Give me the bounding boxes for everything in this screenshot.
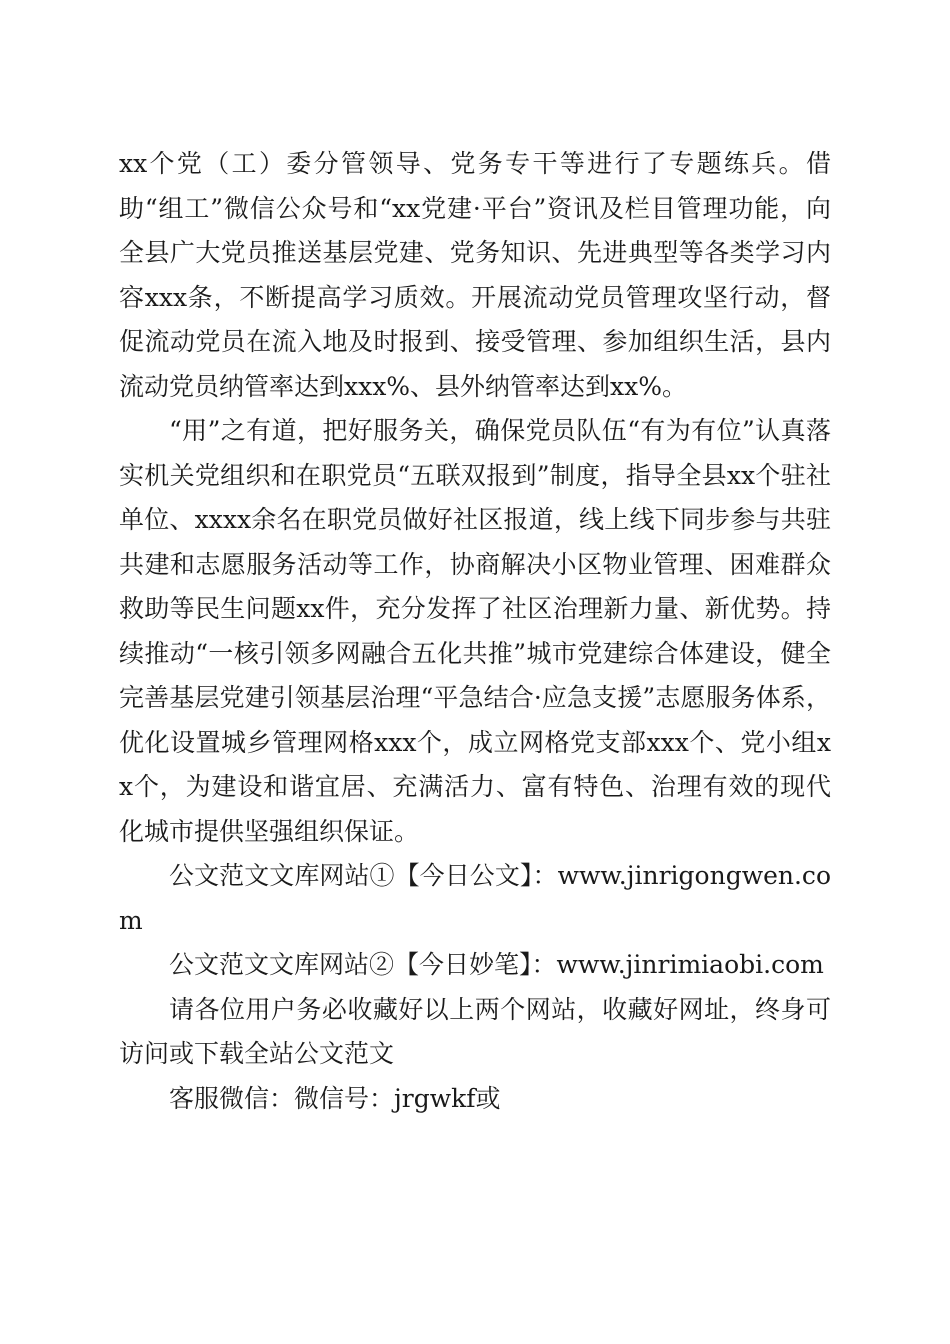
paragraph-website-2: 公文范文文库网站②【今日妙笔】：www.jinrimiaobi.com [169, 950, 824, 979]
paragraph-party-training: xx个党（工）委分管领导、党务专干等进行了专题练兵。借助“组工”微信公众号和“xx党建·平台”资讯及栏目管理功能，向全县广大党员推送基层党建、党务知识、先进典型等各类学习内容xxx条，不断提高学习质效。开展流动党员管理攻坚行动，督促流动党员在流入地及时报到、接受管理、参加组织生活，县内流动党员纳管率达到xxx%、县外纳管率达到xx%。 [119, 149, 831, 401]
document-body [119, 142, 831, 1121]
paragraph-bookmark-notice: 请各位用户务必收藏好以上两个网站，收藏好网址，终身可访问或下载全站公文范文 [119, 994, 831, 1068]
paragraph-customer-service: 客服微信：微信号：jrgwkf或 [169, 1083, 501, 1113]
paragraph-party-service: “用”之有道，把好服务关，确保党员队伍“有为有位”认真落实机关党组织和在职党员“五联双报到”制度，指导全县xx个驻社单位、xxxx余名在职党员做好社区报道，线上线下同步参与共驻共建和志愿服务活动等工作，协商解决小区物业管理、困难群众救助等民生问题xx件，充分发挥了社区治理新力量、新优势。持续推动“一核引领多网融合五化共推”城市党建综合体建设，健全完善基层党建引领基层治理“平急结合·应急支援”志愿服务体系，优化设置城乡管理网格xxx个，成立网格党支部xxx个、党小组xx个，为建设和谐宜居、充满活力、富有特色、治理有效的现代化城市提供坚强组织保证。 [119, 416, 831, 846]
paragraph-website-1: 公文范文文库网站①【今日公文】：www.jinrigongwen.com [119, 861, 831, 935]
